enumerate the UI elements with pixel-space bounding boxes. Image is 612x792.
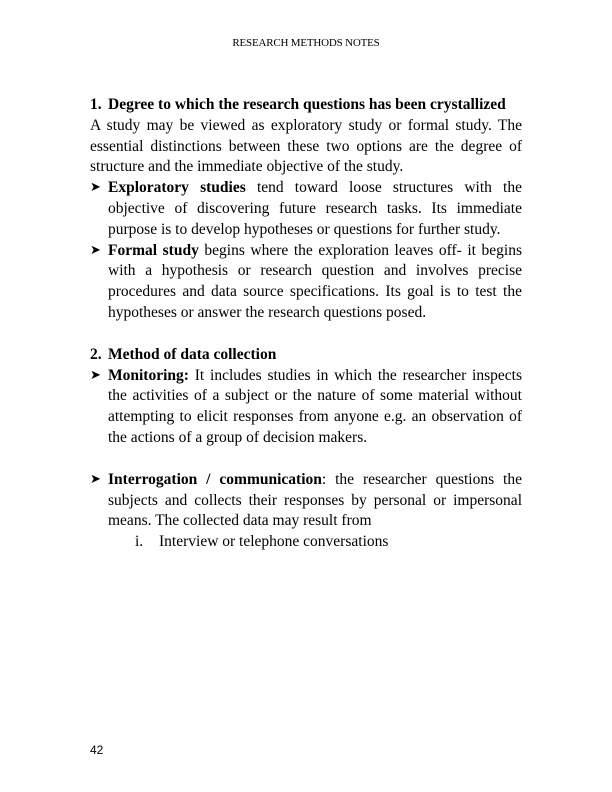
bullet-text: tend toward loose structures with the objective of discovering future research tasks. Its immediate purpose is to develop hypotheses or questions for further study.: [108, 179, 522, 238]
spacer: [90, 324, 522, 345]
section-2-heading: [90, 345, 522, 366]
page-header: RESEARCH METHODS NOTES: [232, 37, 380, 49]
bullet-term: Interrogation / communication: [108, 470, 322, 488]
arrow-bullet-icon: ➤: [90, 242, 101, 258]
section-1-number: 1.: [90, 96, 102, 113]
page-number: 42: [90, 743, 104, 757]
bullet-term: Formal study: [108, 241, 199, 259]
section-1-title: Degree to which the research questions has been crystallized: [108, 96, 506, 113]
arrow-bullet-icon: ➤: [90, 471, 101, 487]
bullet-term: Exploratory studies: [108, 179, 246, 197]
bullet-text: : the researcher questions the subjects and collects their responses by personal or impersonal means. The collected data may result from: [108, 470, 522, 530]
arrow-bullet-icon: ➤: [90, 367, 101, 383]
sub-item-text: Interview or telephone conversations: [159, 533, 389, 551]
bullet-exploratory: [90, 178, 522, 240]
spacer: [90, 449, 522, 470]
section-2-number: 2.: [90, 345, 102, 363]
sub-item-numeral: i.: [135, 533, 144, 551]
bullet-interrogation: [90, 470, 522, 532]
bullet-term: Monitoring:: [108, 366, 189, 384]
bullet-monitoring: [90, 366, 522, 449]
section-1-intro: A study may be viewed as exploratory study or formal study. The essential distinctions between these two options are the degree of structure and the immediate objective of the study.: [90, 116, 522, 176]
bullet-formal: [90, 241, 522, 324]
section-2-title: Method of data collection: [108, 345, 277, 363]
arrow-bullet-icon: ➤: [90, 180, 101, 196]
bullet-text: begins where the exploration leaves off- it begins with a hypothesis or research question and involves precise procedures and data source specifications. Its goal is to test the hypotheses or answer the research questions posed.: [108, 241, 523, 321]
document-body: [90, 95, 522, 553]
section-1-heading: [90, 95, 522, 116]
sub-item-interview: [90, 532, 522, 553]
bullet-text: It includes studies in which the researcher inspects the activities of a subject or the nature of some material without attempting to elicit responses from anyone e.g. an observation of the actions of a group of decision makers.: [108, 366, 522, 446]
